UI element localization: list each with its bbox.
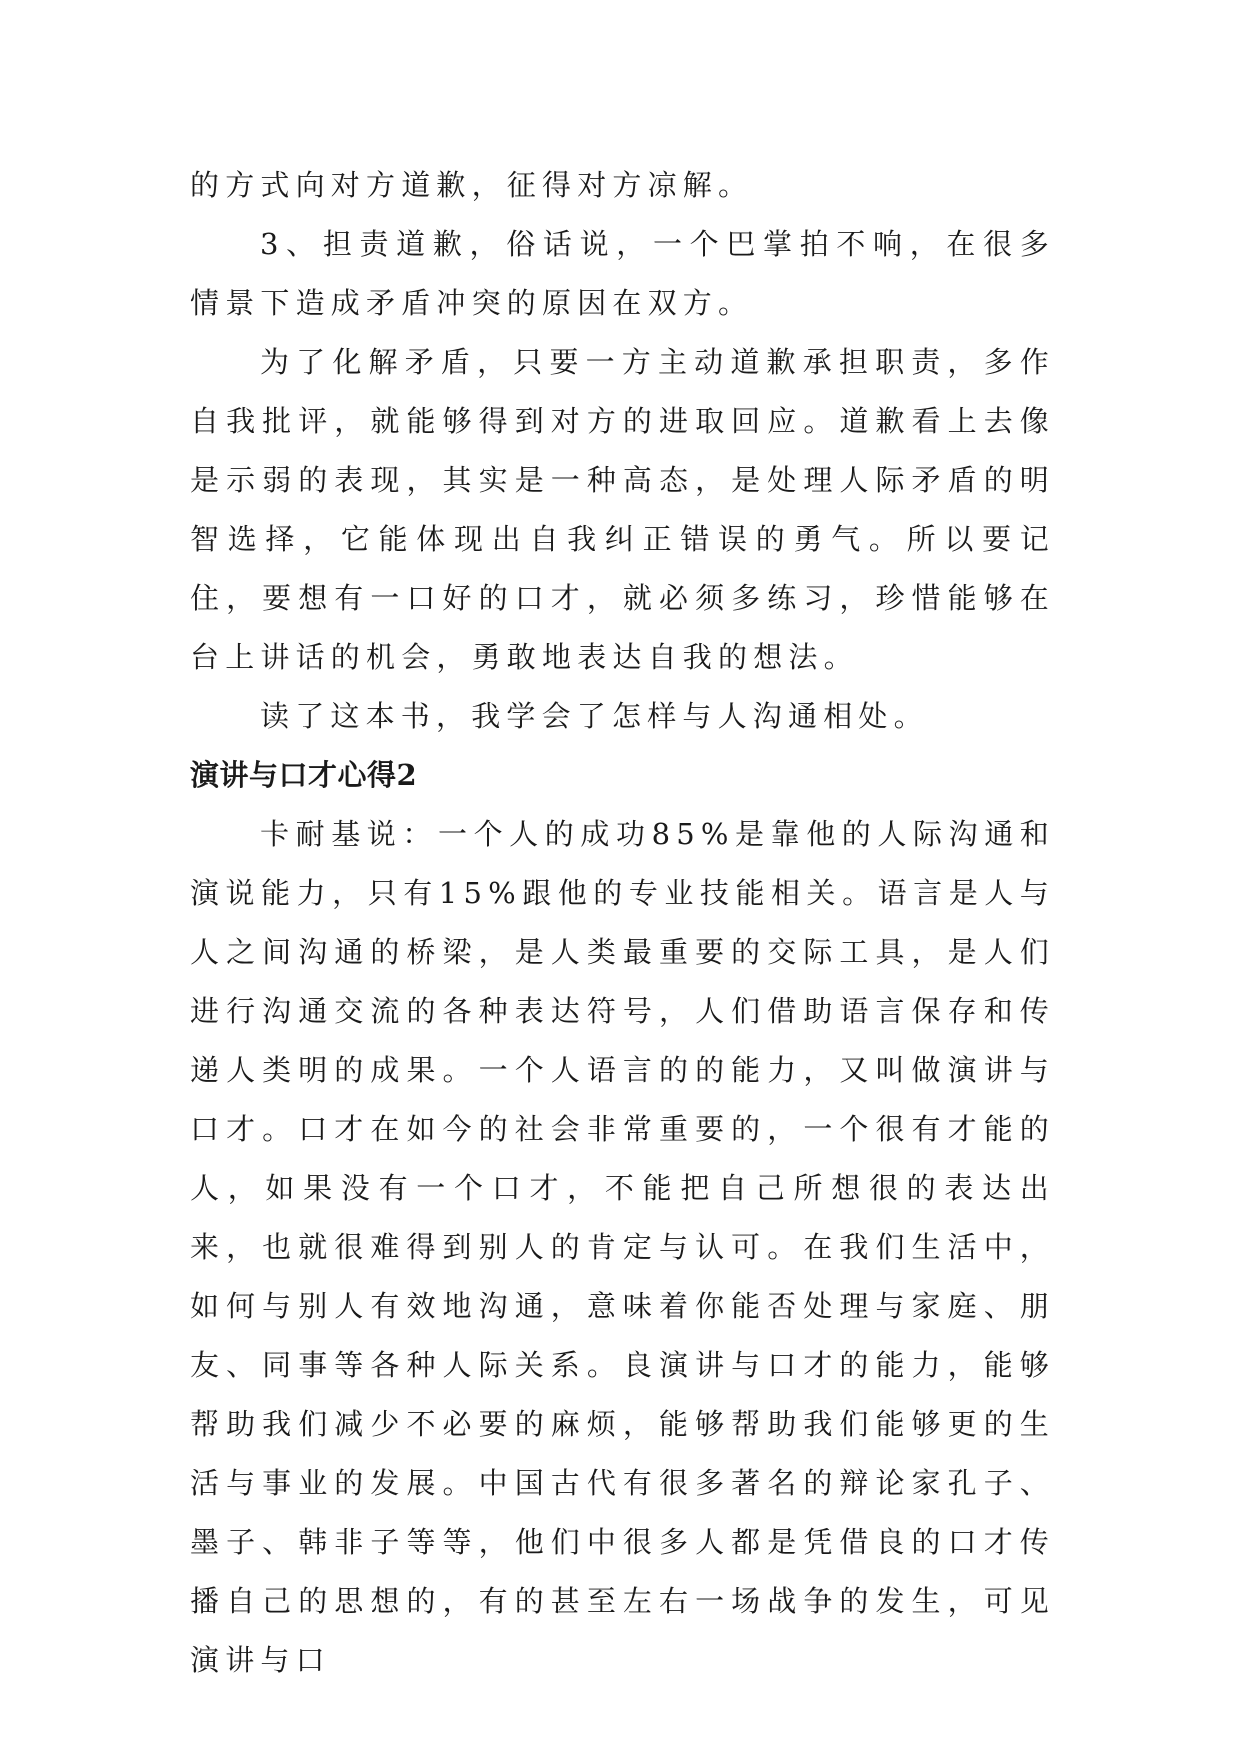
section-heading: 演讲与口才心得2	[190, 758, 418, 792]
paragraph-continuation: 的方式向对方道歉，征得对方凉解。	[190, 168, 754, 202]
paragraph-apology-point-3: 3、担责道歉，俗话说，一个巴掌拍不响，在很多情景下造成矛盾冲突的原因在双方。	[190, 227, 1055, 320]
paragraph-carnegie: 卡耐基说：一个人的成功85%是靠他的人际沟通和演说能力，只有15%跟他的专业技能相关。语言是人与人之间沟通的桥梁，是人类最重要的交际工具，是人们进行沟通交流的各种表达符号，人们借助语言保存和传递人类明的成果。一个人语言的的能力，又叫做演讲与口才。口才在如今的社会非常重要的，一个很有才能的人，如果没有一个口才，不能把自己所想很的表达出来，也就很难得到别人的肯定与认可。在我们生活中，如何与别人有效地沟通，意味着你能否处理与家庭、朋友、同事等各种人际关系。良演讲与口才的能力，能够帮助我们减少不必要的麻烦，能够帮助我们能够更的生活与事业的发展。中国古代有很多著名的辩论家孔子、墨子、韩非子等等，他们中很多人都是凭借良的口才传播自己的思想的，有的甚至左右一场战争的发生，可见演讲与口	[190, 817, 1055, 1677]
paragraph-book-conclusion: 读了这本书，我学会了怎样与人沟通相处。	[260, 699, 929, 733]
paragraph-resolve-conflict: 为了化解矛盾，只要一方主动道歉承担职责，多作自我批评，就能够得到对方的进取回应。道歉看上去像是示弱的表现，其实是一种高态，是处理人际矛盾的明智选择，它能体现出自我纠正错误的勇气。所以要记住，要想有一口好的口才，就必须多练习，珍惜能够在台上讲话的机会，勇敢地表达自我的想法。	[190, 345, 1055, 674]
document-page	[190, 156, 1055, 1690]
